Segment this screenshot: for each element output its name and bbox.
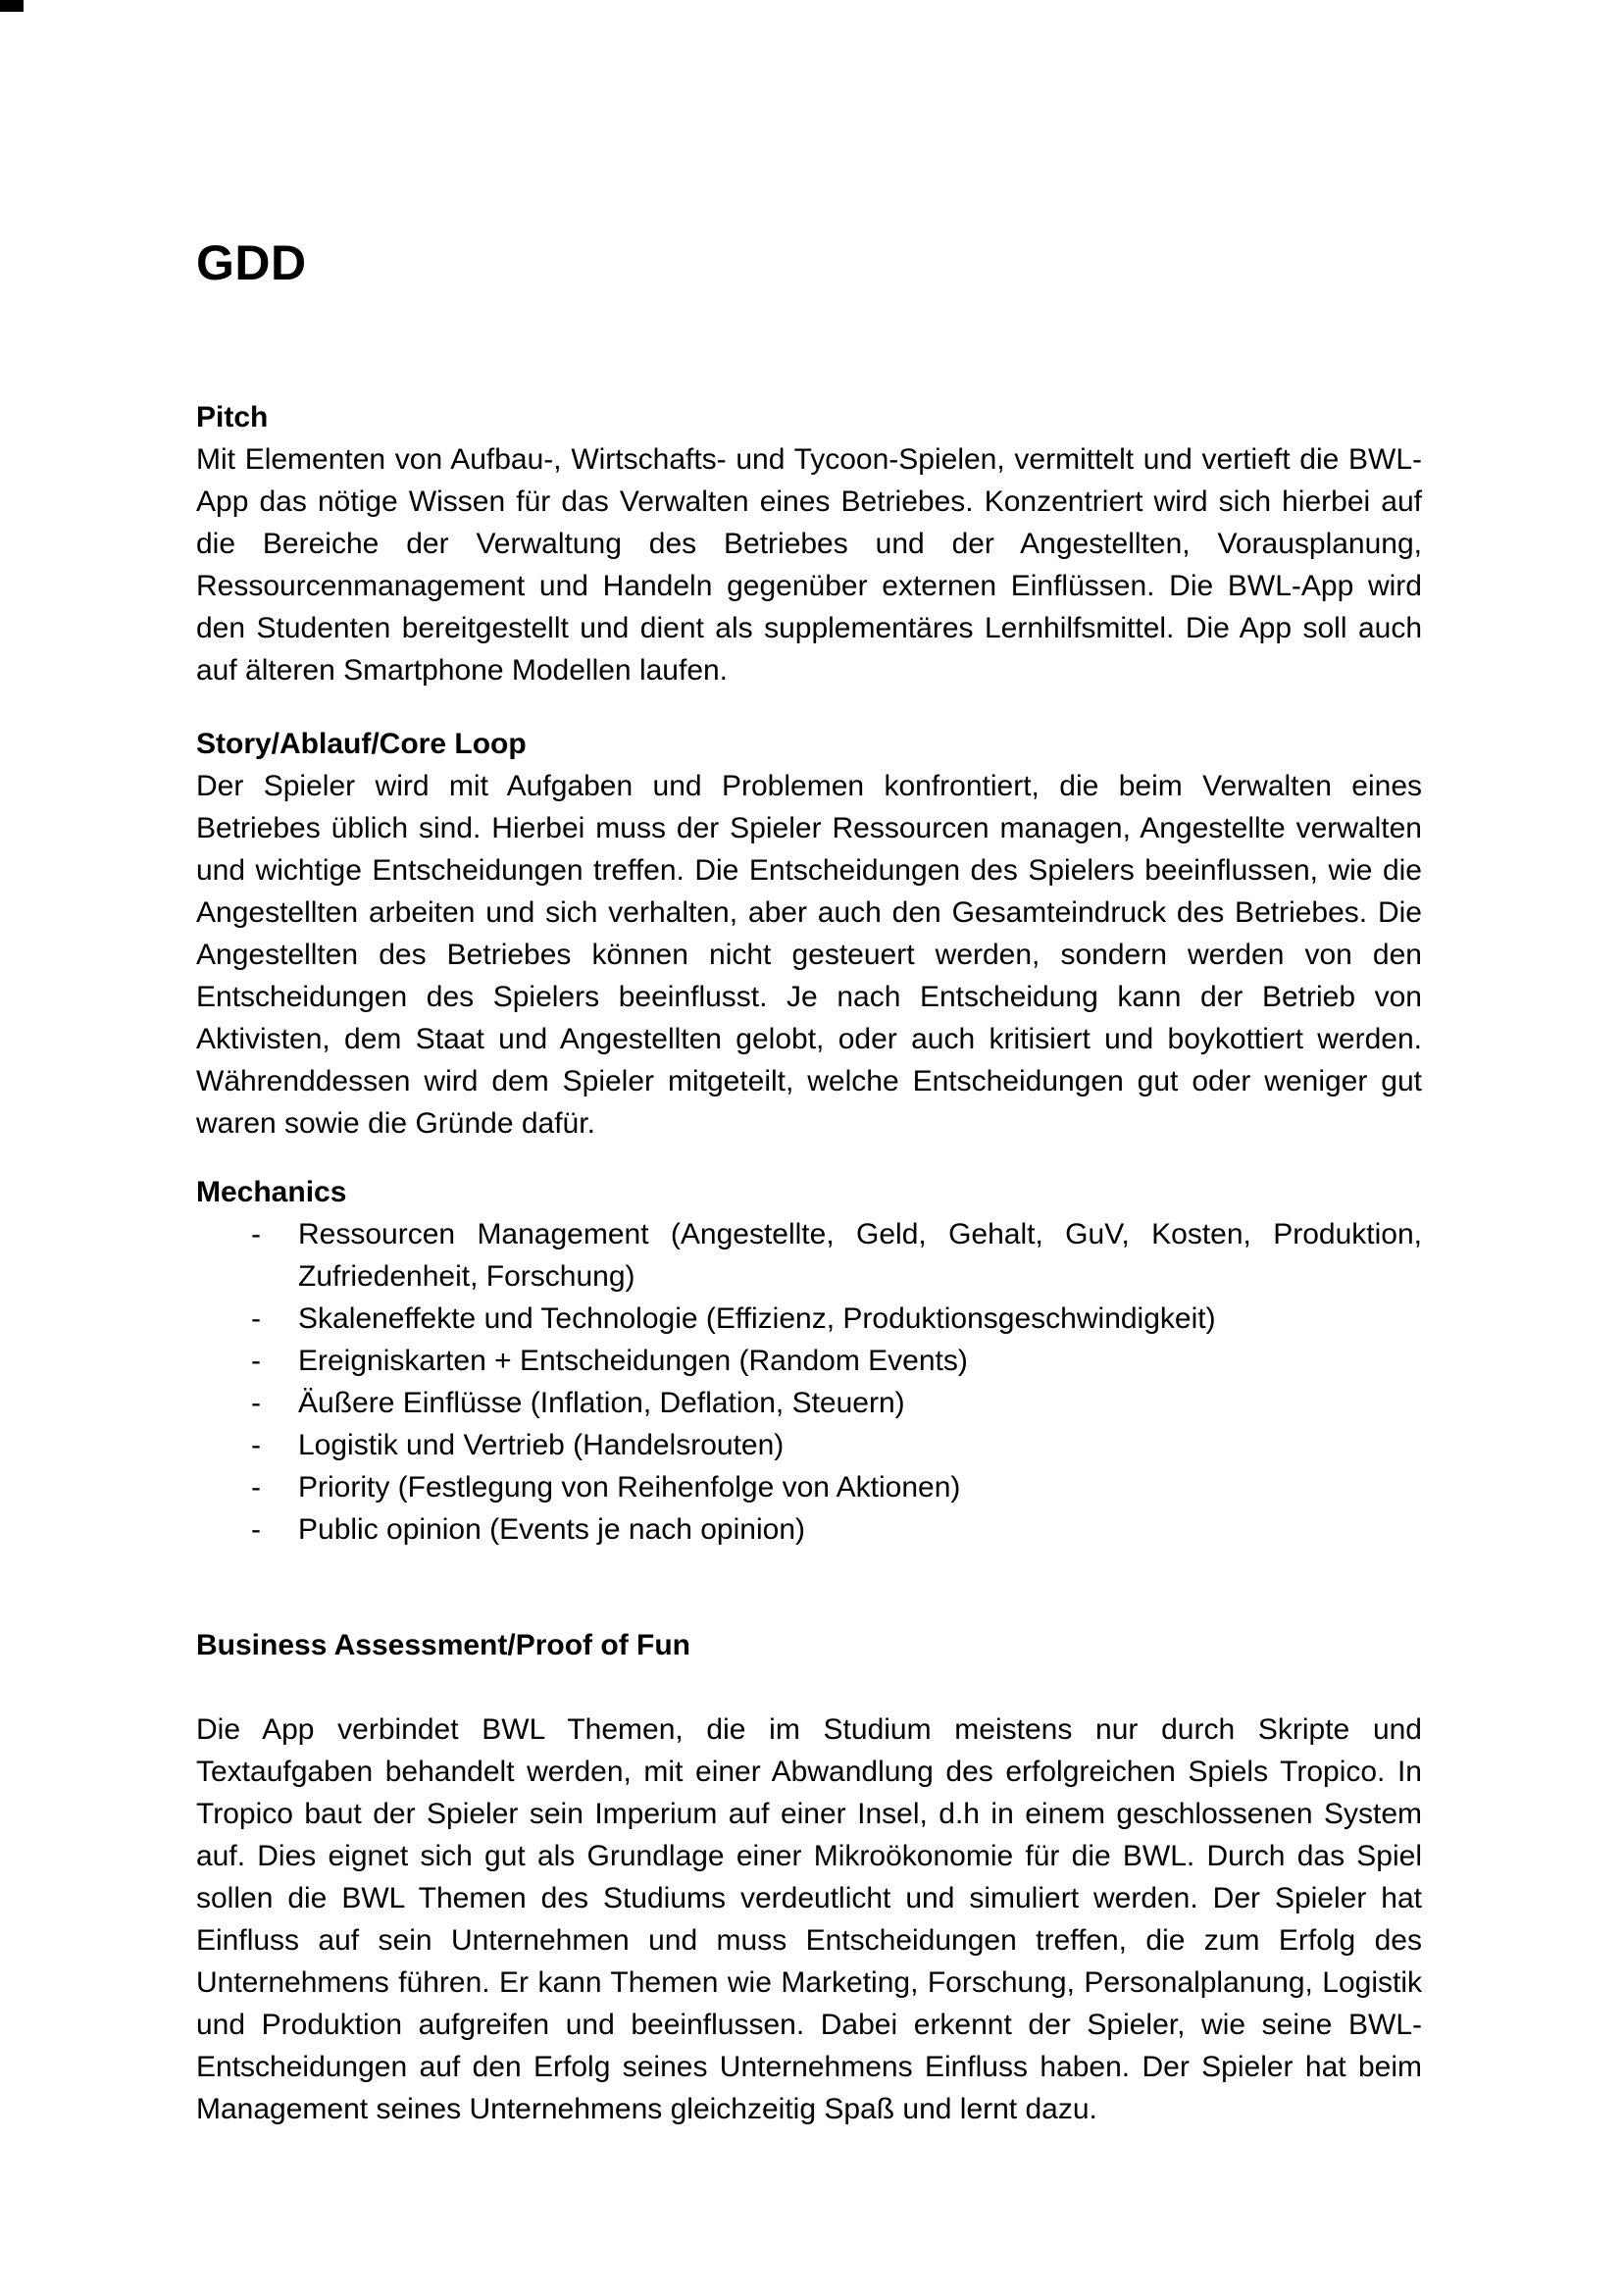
page-corner-artifact: [0, 0, 24, 12]
document-page: [196, 233, 1422, 2130]
dash-bullet: -: [251, 1345, 261, 1377]
list-item: [196, 1466, 1422, 1508]
dash-bullet: -: [251, 1302, 261, 1335]
dash-bullet: -: [251, 1429, 261, 1461]
section-heading-mechanics: Mechanics: [196, 1176, 347, 1208]
dash-bullet: -: [251, 1513, 261, 1546]
paragraph-story-ablauf-core-loop: Der Spieler wird mit Aufgaben und Problemen konfrontiert, die beim Verwalten eines Betriebes üblich sind. Hierbei muss der Spieler Ressourcen managen, Angestellte verwalten und wichtige Entscheidungen treffen. Die Entscheidungen des Spielers beeinflussen, wie die Angestellten arbeiten und sich verhalten, aber auch den Gesamteindruck des Betriebes. Die Angestellten des Betriebes können nicht gesteuert werden, sondern werden von den Entscheidungen des Spielers beeinflusst. Je nach Entscheidung kann der Betrieb von Aktivisten, dem Staat und Angestellten gelobt, oder auch kritisiert und boykottiert werden. Währenddessen wird dem Spieler mitgeteilt, welche Entscheidungen gut oder weniger gut waren sowie die Gründe dafür.: [196, 770, 1422, 1140]
dash-bullet: -: [251, 1387, 261, 1419]
list-item: [196, 1298, 1422, 1340]
section-story-ablauf-core-loop: [196, 723, 1422, 1145]
section-heading-pitch: Pitch: [196, 401, 269, 433]
section-mechanics: [196, 1171, 1422, 1551]
list-item: [196, 1340, 1422, 1382]
mechanics-list: [196, 1213, 1422, 1551]
list-item-text: Logistik und Vertrieb (Handelsrouten): [298, 1429, 785, 1461]
dash-bullet: -: [251, 1218, 261, 1250]
list-item: [196, 1424, 1422, 1466]
section-heading-business-assessment: Business Assessment/Proof of Fun: [196, 1629, 690, 1661]
list-item: [196, 1382, 1422, 1424]
list-item-text: Ressourcen Management (Angestellte, Geld, Gehalt, GuV, Kosten, Produktion, Zufriedenheit, Forschung): [298, 1218, 1422, 1293]
paragraph-business-assessment: Die App verbindet BWL Themen, die im Studium meistens nur durch Skripte und Textaufgaben behandelt werden, mit einer Abwandlung des erfolgreichen Spiels Tropico. In Tropico baut der Spieler sein Imperium auf einer Insel, d.h in einem geschlossenen System auf. Dies eignet sich gut als Grundlage einer Mikroökonomie für die BWL. Durch das Spiel sollen die BWL Themen des Studiums verdeutlicht und simuliert werden. Der Spieler hat Einfluss auf sein Unternehmen und muss Entscheidungen treffen, die zum Erfolg des Unternehmens führen. Er kann Themen wie Marketing, Forschung, Personalplanung, Logistik und Produktion aufgreifen und beeinflussen. Dabei erkennt der Spieler, wie seine BWL-Entscheidungen auf den Erfolg seines Unternehmens Einfluss haben. Der Spieler hat beim Management seines Unternehmens gleichzeitig Spaß und lernt dazu.: [196, 1713, 1422, 2125]
list-item: [196, 1213, 1422, 1298]
dash-bullet: -: [251, 1471, 261, 1504]
section-pitch: [196, 396, 1422, 691]
document-title: GDD: [196, 235, 307, 290]
list-item-text: Skaleneffekte und Technologie (Effizienz, Produktionsgeschwindigkeit): [298, 1302, 1216, 1335]
list-item-text: Ereigniskarten + Entscheidungen (Random Events): [298, 1345, 968, 1377]
paragraph-pitch: Mit Elementen von Aufbau-, Wirtschafts- und Tycoon-Spielen, vermittelt und vertieft die BWL- App das nötige Wissen für das Verwalten eines Betriebes. Konzentriert wird sich hierbei auf die Bereiche der Verwaltung des Betriebes und der Angestellten, Vorausplanung, Ressourcenmanagement und Handeln gegenüber externen Einflüssen. Die BWL-App wird den Studenten bereitgestellt und dient als supplementäres Lernhilfsmittel. Die App soll auch auf älteren Smartphone Modellen laufen.: [196, 443, 1422, 687]
list-item: [196, 1508, 1422, 1551]
list-item-text: Public opinion (Events je nach opinion): [298, 1513, 805, 1546]
section-heading-story-ablauf-core-loop: Story/Ablauf/Core Loop: [196, 728, 527, 760]
section-business-assessment: [196, 1624, 1422, 2130]
list-item-text: Äußere Einflüsse (Inflation, Deflation, Steuern): [298, 1387, 905, 1419]
list-item-text: Priority (Festlegung von Reihenfolge von Aktionen): [298, 1471, 961, 1504]
